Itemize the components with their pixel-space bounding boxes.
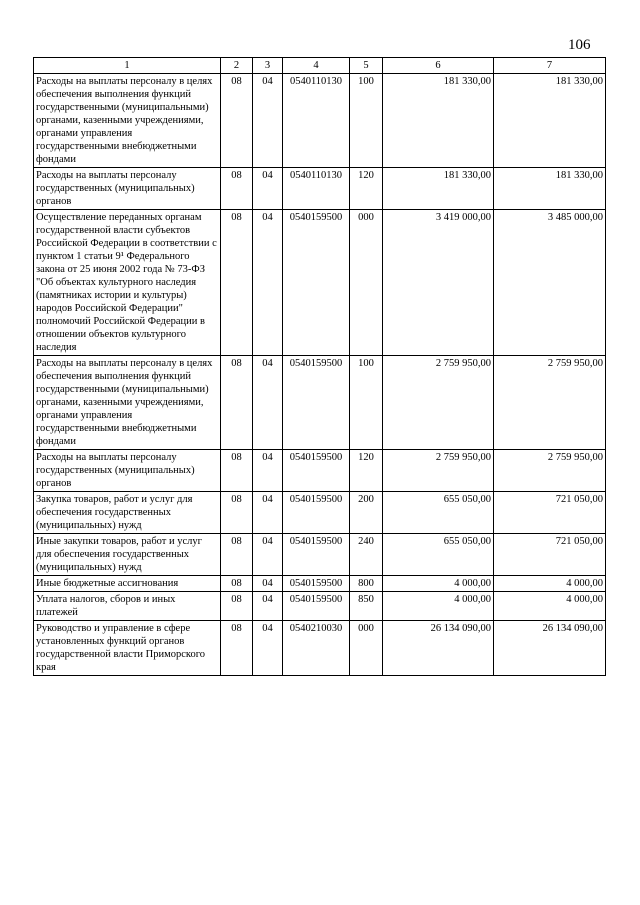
row-section: 08 — [221, 492, 253, 534]
row-subsection: 04 — [253, 356, 283, 450]
row-amount-col6: 181 330,00 — [383, 168, 494, 210]
row-section: 08 — [221, 450, 253, 492]
row-amount-col6: 655 050,00 — [383, 534, 494, 576]
row-target-code: 0540159500 — [283, 592, 350, 621]
row-expense-type: 200 — [350, 492, 383, 534]
row-amount-col6: 655 050,00 — [383, 492, 494, 534]
row-amount-col6: 3 419 000,00 — [383, 210, 494, 356]
column-header: 5 — [350, 58, 383, 74]
row-amount-col7: 721 050,00 — [494, 534, 606, 576]
table-row — [34, 450, 606, 492]
column-header: 7 — [494, 58, 606, 74]
table-row — [34, 621, 606, 676]
row-expense-type: 000 — [350, 210, 383, 356]
row-amount-col7: 181 330,00 — [494, 74, 606, 168]
row-target-code: 0540159500 — [283, 534, 350, 576]
row-subsection: 04 — [253, 534, 283, 576]
table-header-row — [34, 58, 606, 74]
row-amount-col6: 181 330,00 — [383, 74, 494, 168]
row-name: Расходы на выплаты персоналу государственных (муниципальных) органов — [34, 168, 221, 210]
row-target-code: 0540159500 — [283, 210, 350, 356]
row-section: 08 — [221, 74, 253, 168]
row-amount-col7: 721 050,00 — [494, 492, 606, 534]
row-expense-type: 100 — [350, 356, 383, 450]
table-row — [34, 492, 606, 534]
row-subsection: 04 — [253, 210, 283, 356]
row-amount-col7: 2 759 950,00 — [494, 450, 606, 492]
row-section: 08 — [221, 534, 253, 576]
row-target-code: 0540110130 — [283, 74, 350, 168]
row-amount-col7: 4 000,00 — [494, 576, 606, 592]
column-header: 6 — [383, 58, 494, 74]
row-subsection: 04 — [253, 492, 283, 534]
row-name: Расходы на выплаты персоналу в целях обеспечения выполнения функций государственными (муниципальными) органами, казенными учреждениями, органами управления государственными внебюджетными фондами — [34, 74, 221, 168]
row-amount-col6: 4 000,00 — [383, 592, 494, 621]
column-header: 1 — [34, 58, 221, 74]
column-header: 4 — [283, 58, 350, 74]
table-row — [34, 74, 606, 168]
row-expense-type: 120 — [350, 168, 383, 210]
row-section: 08 — [221, 210, 253, 356]
row-amount-col6: 2 759 950,00 — [383, 356, 494, 450]
row-target-code: 0540210030 — [283, 621, 350, 676]
row-expense-type: 000 — [350, 621, 383, 676]
row-subsection: 04 — [253, 450, 283, 492]
row-amount-col7: 3 485 000,00 — [494, 210, 606, 356]
row-name: Уплата налогов, сборов и иных платежей — [34, 592, 221, 621]
row-name: Закупка товаров, работ и услуг для обеспечения государственных (муниципальных) нужд — [34, 492, 221, 534]
table-row — [34, 534, 606, 576]
row-amount-col7: 2 759 950,00 — [494, 356, 606, 450]
row-amount-col7: 4 000,00 — [494, 592, 606, 621]
row-section: 08 — [221, 356, 253, 450]
table-row — [34, 168, 606, 210]
row-section: 08 — [221, 592, 253, 621]
row-target-code: 0540159500 — [283, 492, 350, 534]
row-target-code: 0540159500 — [283, 356, 350, 450]
row-amount-col6: 4 000,00 — [383, 576, 494, 592]
row-name: Расходы на выплаты персоналу государственных (муниципальных) органов — [34, 450, 221, 492]
row-target-code: 0540110130 — [283, 168, 350, 210]
row-expense-type: 850 — [350, 592, 383, 621]
row-section: 08 — [221, 621, 253, 676]
row-name: Иные закупки товаров, работ и услуг для обеспечения государственных (муниципальных) нужд — [34, 534, 221, 576]
row-subsection: 04 — [253, 74, 283, 168]
row-subsection: 04 — [253, 621, 283, 676]
table-row — [34, 592, 606, 621]
row-target-code: 0540159500 — [283, 450, 350, 492]
page-number: 106 — [568, 37, 591, 53]
column-header: 2 — [221, 58, 253, 74]
row-section: 08 — [221, 576, 253, 592]
column-header: 3 — [253, 58, 283, 74]
row-name: Руководство и управление в сфере установленных функций органов государственной власти Приморского края — [34, 621, 221, 676]
row-name: Осуществление переданных органам государственной власти субъектов Российской Федерации в соответствии с пунктом 1 статьи 9¹ Федерального закона от 25 июня 2002 года № 73-ФЗ "Об объектах культурного наследия (памятниках истории и культуры) народов Российской Федерации" полномочий Российской Федерации в отношении объектов культурного наследия — [34, 210, 221, 356]
row-amount-col7: 26 134 090,00 — [494, 621, 606, 676]
row-subsection: 04 — [253, 576, 283, 592]
row-amount-col6: 26 134 090,00 — [383, 621, 494, 676]
table-row — [34, 210, 606, 356]
row-expense-type: 240 — [350, 534, 383, 576]
row-expense-type: 800 — [350, 576, 383, 592]
row-expense-type: 120 — [350, 450, 383, 492]
row-subsection: 04 — [253, 168, 283, 210]
row-section: 08 — [221, 168, 253, 210]
row-subsection: 04 — [253, 592, 283, 621]
row-amount-col7: 181 330,00 — [494, 168, 606, 210]
row-target-code: 0540159500 — [283, 576, 350, 592]
table-row — [34, 356, 606, 450]
row-name: Иные бюджетные ассигнования — [34, 576, 221, 592]
row-name: Расходы на выплаты персоналу в целях обеспечения выполнения функций государственными (муниципальными) органами, казенными учреждениями, органами управления государственными внебюджетными фондами — [34, 356, 221, 450]
table-row — [34, 576, 606, 592]
budget-table — [33, 57, 606, 676]
row-amount-col6: 2 759 950,00 — [383, 450, 494, 492]
row-expense-type: 100 — [350, 74, 383, 168]
